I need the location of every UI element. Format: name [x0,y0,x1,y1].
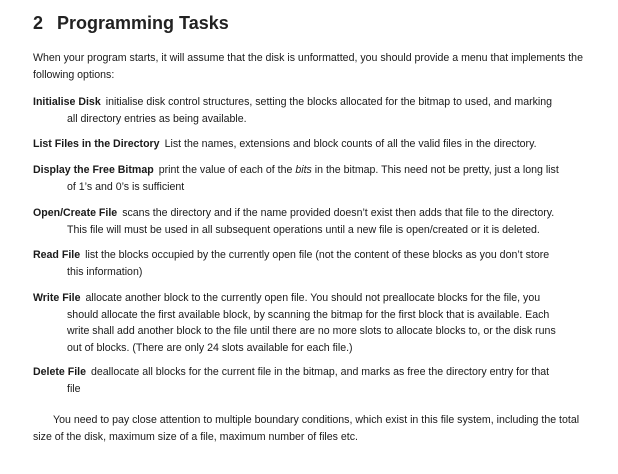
option-description: initialise disk control structures, setting the blocks allocated for the bitmap to used, and marking [105,96,553,108]
option-description-continued: file [67,382,81,395]
option-description: in the bitmap. This need not be pretty, just a long list [311,164,559,176]
option-list-files [33,136,591,153]
option-delete-file [33,364,591,397]
option-description-continued: of 1’s and 0’s is sufficient [67,180,185,193]
option-open-create-file [33,205,591,238]
intro-paragraph: When your program starts, it will assume that the disk is unformatted, you should provide a menu that implements the following options: [33,52,583,81]
section-number: 2 [33,13,44,33]
option-description-continued: write shall add another block to the file until there are no more slots to allocate blocks to, or the disk runs [67,325,556,337]
section-heading [33,13,229,34]
option-description-continued: out of blocks. (There are only 24 slots available for each file.) [67,341,353,354]
option-term: Open/Create File [33,207,118,219]
option-term: Delete File [33,366,86,378]
option-write-file [33,290,591,356]
option-description: List the names, extensions and block counts of all the valid files in the directory. [164,138,537,150]
option-description: print the value of each of the [158,164,296,176]
option-description-continued: This file will must be used in all subsequent operations until a new file is open/created or it is deleted. [67,223,540,236]
option-term: Read File [33,249,81,261]
option-term: List Files in the Directory [33,138,160,150]
option-description-emphasis: bits [295,164,312,176]
option-description: deallocate all blocks for the current file in the bitmap, and marks as free the directory entry for that [91,366,550,378]
option-description: allocate another block to the currently open file. You should not preallocate blocks for the file, you [85,292,541,304]
option-term: Initialise Disk [33,96,101,108]
option-term: Write File [33,292,81,304]
option-description: scans the directory and if the name provided doesn’t exist then adds that file to the directory. [122,207,555,219]
option-description-continued: all directory entries as being available. [67,112,247,125]
section-title: Programming Tasks [57,13,229,33]
option-description-continued: this information) [67,265,143,278]
option-description-continued: should allocate the first available block, by scanning the bitmap for the first block that is available. Each [67,308,550,321]
option-display-bitmap [33,162,591,195]
option-description: list the blocks occupied by the currently open file (not the content of these blocks as you don’t store [85,249,550,261]
option-term: Display the Free Bitmap [33,164,154,176]
closing-paragraph: You need to pay close attention to multiple boundary conditions, which exist in this file system, including the total size of the disk, maximum size of a file, maximum number of files etc. [33,414,580,443]
option-initialise-disk [33,94,591,127]
option-read-file [33,247,591,280]
